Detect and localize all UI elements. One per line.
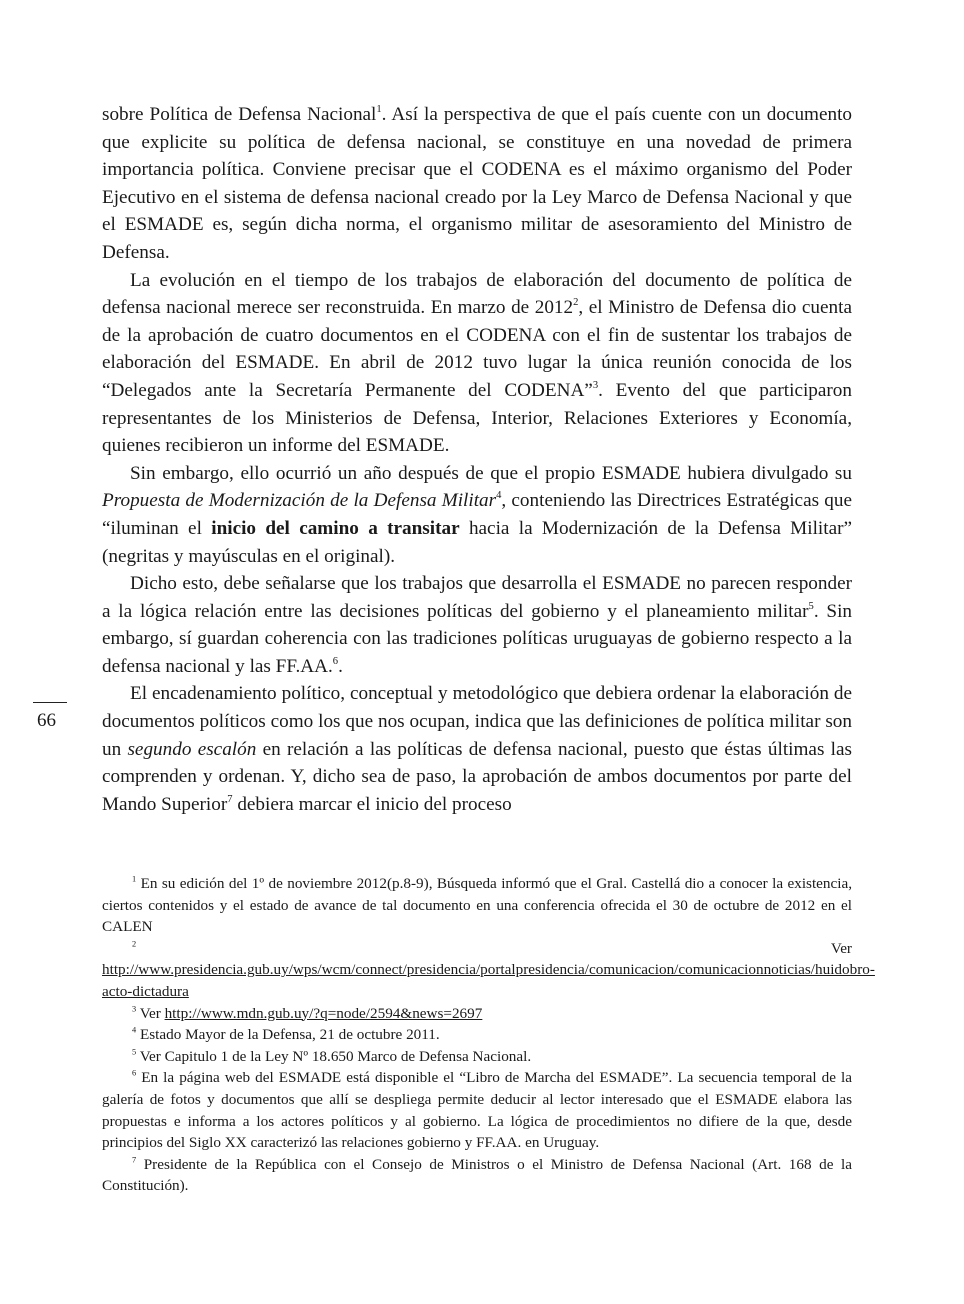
paragraph-text: . Evento del que participaron representantes de los Ministerios de Defensa, Interior, Relaciones Exteriores y Economía, quienes recibieron un informe del ESMADE. <box>102 379 852 457</box>
italic-emphasis: segundo escalón <box>127 738 257 760</box>
paragraph-text: hacia la Modernización de la Defensa Militar” (negritas y mayúsculas en el original). <box>102 517 852 567</box>
paragraph-text: . Sin embargo, sí guardan coherencia con las tradiciones políticas uruguayas de gobierno respecto a la defensa nacional y las FF.AA. <box>102 600 852 677</box>
footnote-number: 2 <box>132 939 137 949</box>
footnote-number: 5 <box>132 1047 137 1057</box>
footnote-7 <box>102 1154 852 1197</box>
footnote-1 <box>102 873 852 938</box>
footnote-ref-5: 5 <box>808 600 814 612</box>
footnote-text: Presidente de la República con el Consejo de Ministros o el Ministro de Defensa Nacional (Art. 168 de la Constitución). <box>102 1155 852 1195</box>
paragraph-text: Sin embargo, ello ocurrió un año después de que el propio ESMADE hubiera divulgado su <box>130 462 852 484</box>
footnote-number: 4 <box>132 1025 137 1035</box>
footnote-text: Ver <box>136 939 852 957</box>
footnote-text: En su edición del 1º de noviembre 2012(p.8-9), Búsqueda informó que el Gral. Castellá dio a conocer la existencia, ciertos contenidos y el estado de avance de tal documento en una conferencia ofrecida el 30 de octubre de 2012 en el CALEN <box>102 875 852 936</box>
paragraph-text: Dicho esto, debe señalarse que los trabajos que desarrolla el ESMADE no parecen responder a la lógica relación entre las decisiones políticas del gobierno y el planeamiento militar <box>102 573 852 622</box>
footnote-6 <box>102 1067 852 1153</box>
footnote-ref-1: 1 <box>376 104 382 116</box>
paragraph-text: en relación a las políticas de defensa nacional, puesto que éstas últimas las comprenden y ordenan. Y, dicho sea de paso, la aprobación de ambos documentos por parte del Mando Superior <box>102 738 852 815</box>
paragraph-text: , el Ministro de Defensa dio cuenta de la aprobación de cuatro documentos en el CODENA con el fin de sustentar los trabajos de elaboración del ESMADE. En abril de 2012 tuvo lugar la única reunión conocida de los “Delegados ante la Secretaría Permanente del CODENA” <box>102 297 852 401</box>
footnote-ref-4: 4 <box>496 490 502 502</box>
paragraph-text: , conteniendo las Directrices Estratégicas que “iluminan el <box>102 490 852 539</box>
paragraph-text: . <box>338 655 343 677</box>
footnote-text: Estado Mayor de la Defensa, 21 de octubre 2011. <box>136 1026 440 1044</box>
paragraph-4 <box>102 570 852 680</box>
footnote-4 <box>102 1024 852 1046</box>
footnote-number: 6 <box>132 1069 137 1079</box>
footnote-2 <box>102 938 875 1003</box>
footnote-ref-7: 7 <box>227 793 233 805</box>
footnote-number: 1 <box>132 874 137 884</box>
bold-emphasis: inicio del camino a transitar <box>211 517 460 539</box>
page-number: 66 <box>37 710 56 731</box>
italic-title: Propuesta de Modernización de la Defensa Militar <box>102 490 497 512</box>
body-text <box>102 101 852 818</box>
paragraph-text: El encadenamiento político, conceptual y metodológico que debiera ordenar la elaboración de documentos políticos como los que nos ocupan, indica que las definiciones de política militar son un <box>102 683 852 760</box>
paragraph-text: debiera marcar el inicio del proceso <box>232 793 512 815</box>
paragraph-text: La evolución en el tiempo de los trabajos de elaboración del documento de política de defensa nacional merece ser reconstruida. En marzo de 2012 <box>102 269 852 319</box>
footnote-text: En la página web del ESMADE está disponible el “Libro de Marcha del ESMADE”. La secuencia temporal de la galería de fotos y documentos que allí se despliega permite deducir al lector interesado que el ESMADE elabora las propuestas e informa a los actores políticos y al gobierno. La lógica de procedimientos no difiere de la que, desde principios del Siglo XX caracterizó las relaciones gobierno y FF.AA. en Uruguay. <box>102 1069 852 1152</box>
footnote-number: 3 <box>132 1004 137 1014</box>
footnote-ref-6: 6 <box>332 655 339 667</box>
footnotes <box>102 873 875 1197</box>
paragraph-text: sobre Política de Defensa Nacional <box>102 104 377 125</box>
paragraph-5 <box>102 680 852 818</box>
footnote-text: Ver Capitulo 1 de la Ley Nº 18.650 Marco de Defensa Nacional. <box>136 1047 532 1065</box>
footnote-link-presidencia[interactable]: http://www.presidencia.gub.uy/wps/wcm/connect/presidencia/portalpresidencia/comunicacion/comunicacionnoticias/huidobro-acto-dictadura <box>102 961 875 1000</box>
footnote-5 <box>102 1046 852 1068</box>
footnote-link-mdn[interactable]: http://www.mdn.gub.uy/?q=node/2594&news=2697 <box>164 1004 483 1022</box>
footnote-ref-3: 3 <box>592 380 599 392</box>
paragraph-3 <box>102 460 852 570</box>
footnote-number: 7 <box>132 1155 137 1165</box>
paragraph-text: . Así la perspectiva de que el país cuente con un documento que explicite su política de defensa nacional, se constituye en una novedad de primera importancia política. Conviene precisar que el CODENA es el máximo organismo del Poder Ejecutivo en el sistema de defensa nacional creado por la Ley Marco de Defensa Nacional y que el ESMADE es, según dicha norma, el organismo militar de asesoramiento del Ministro de Defensa. <box>102 104 853 263</box>
page-number-rule <box>33 702 67 703</box>
footnote-ref-2: 2 <box>573 297 579 309</box>
footnote-text: Ver <box>136 1004 165 1022</box>
footnote-3 <box>102 1003 852 1025</box>
paragraph-2 <box>102 267 852 460</box>
paragraph-1 <box>102 101 852 267</box>
